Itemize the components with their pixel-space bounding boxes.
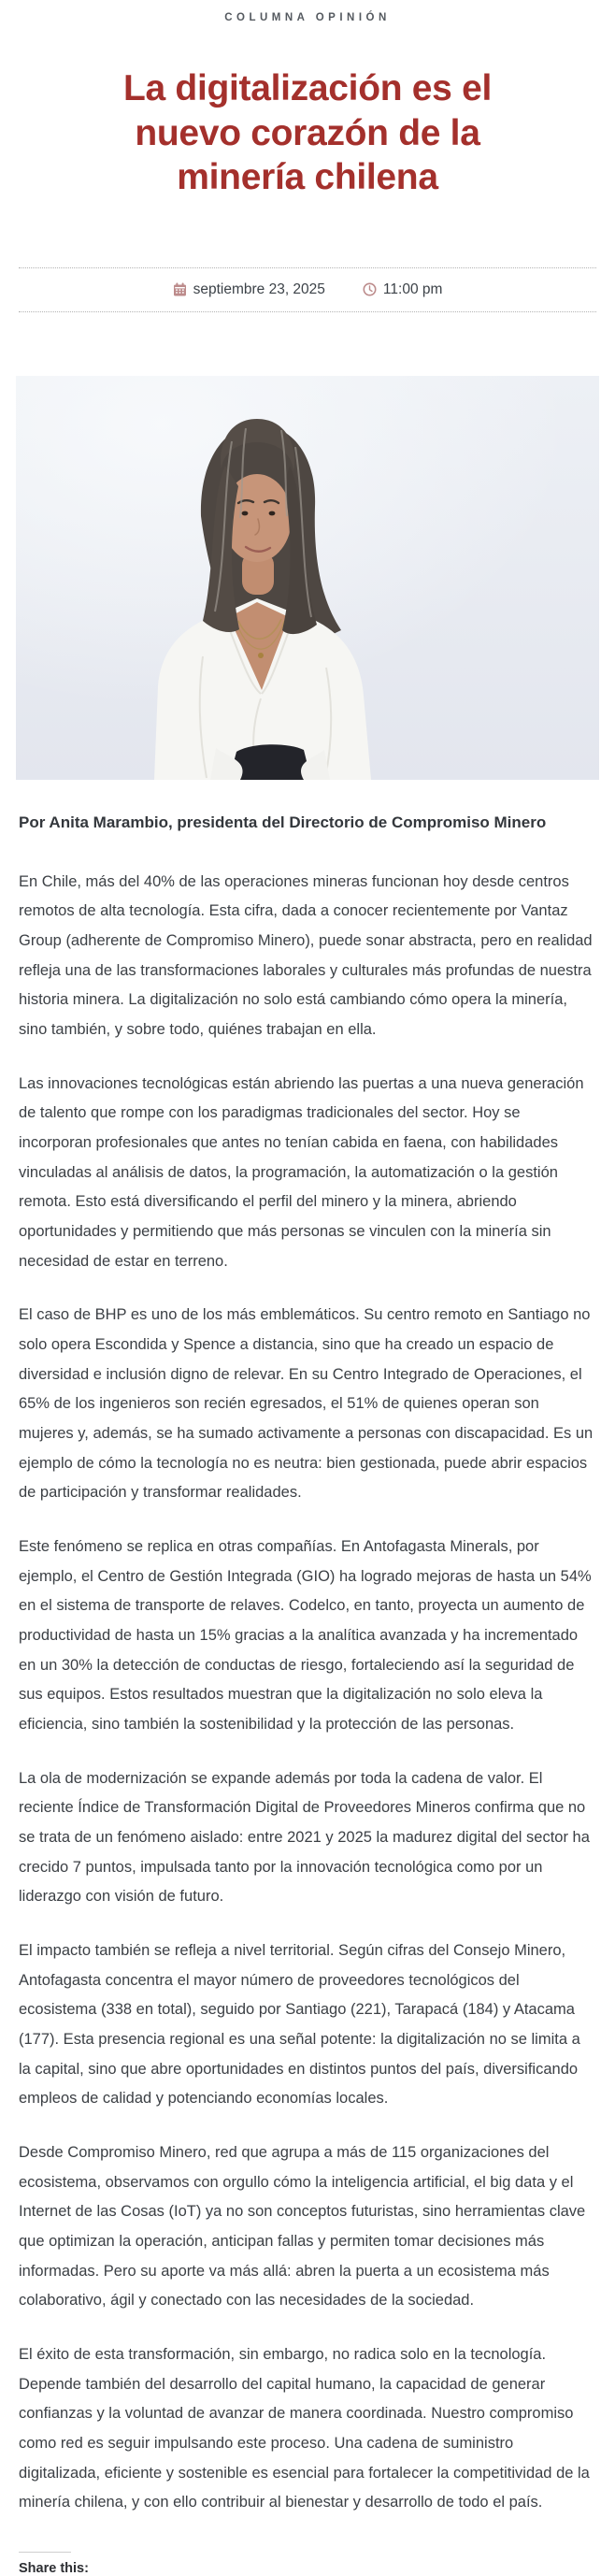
post-date-link[interactable] [173, 281, 325, 298]
clock-icon [363, 282, 377, 296]
category-label[interactable]: COLUMNA OPINIÓN [224, 12, 391, 23]
paragraph: En Chile, más del 40% de las operaciones mineras funcionan hoy desde centros remotos de alta tecnología. Esta cifra, dada a conocer recientemente por Vantaz Group (adherente de Compromiso Minero), puede sonar abstracta, pero en realidad refleja una de las transformaciones laborales y culturales más profundas de nuestra historia minera. La digitalización no solo está cambiando cómo opera la minería, sino también, y sobre todo, quiénes trabajan en ella. [19, 872, 593, 1038]
page-title: La digitalización es el nuevo corazón de la minería chilena [122, 68, 493, 198]
calendar-icon [173, 282, 187, 296]
post-time-link[interactable] [363, 281, 442, 298]
article-body [19, 868, 596, 2519]
share-this-label: Share this: [19, 2561, 89, 2576]
paragraph: La ola de modernización se expande además por toda la cadena de valor. El reciente Índice de Transformación Digital de Proveedores Mineros confirma que no se trata de un fenómeno aislado: entre 2021 y 2025 la madurez digital del sector ha crecido 7 puntos, impulsada tanto por la innovación tecnológica como por un liderazgo con visión de futuro. [19, 1769, 590, 1906]
post-time-label: 11:00 pm [382, 281, 443, 297]
paragraph: El éxito de esta transformación, sin embargo, no radica solo en la tecnología. Depende también del desarrollo del capital humano, la capacidad de generar confianzas y la voluntad de avanzar de manera coordinada. Nuestro compromiso como red es seguir impulsando este proceso. Una cadena de suministro digitalizada, eficiente y sostenible es esencial para fortalecer la competitividad de la minería chilena, y con ello contribuir al bienestar y desarrollo de todo el país. [19, 2346, 590, 2511]
paragraph: El caso de BHP es uno de los más emblemáticos. Su centro remoto en Santiago no solo opera Escondida y Spence a distancia, sino que ha creado un espacio de diversidad e inclusión digno de relevar. En su Centro Integrado de Operaciones, el 65% de los ingenieros son recién egresados, el 51% de quienes operan son mujeres y, además, se ha sumado activamente a personas con discapacidad. Es un ejemplo de cómo la tecnología no es neutra: bien gestionada, puede abrir espacios de participación y transformar realidades. [19, 1306, 594, 1502]
portrait-photo [16, 376, 599, 780]
share-divider [19, 2552, 71, 2553]
paragraph: Desde Compromiso Minero, red que agrupa a más de 115 organizaciones del ecosistema, observamos con orgullo cómo la inteligencia artificial, el big data y el Internet de las Cosas (IoT) ya no son conceptos futuristas, sino herramientas clave que optimizan la operación, anticipan fallas y permiten tomar decisiones más informadas. Pero su aporte va más allá: abren la puerta a un ecosistema más colaborativo, ágil y conectado con las necesidades de la sociedad. [19, 2144, 586, 2310]
author-byline: Por Anita Marambio, presidenta del Directorio de Compromiso Minero [19, 813, 547, 831]
paragraph: Este fenómeno se replica en otras compañías. En Antofagasta Minerals, por ejemplo, el Centro de Gestión Integrada (GIO) ha logrado mejoras de hasta un 54% en el sistema de transporte de relaves. Codelco, en tanto, proyecta un aumento de productividad de hasta un 15% gracias a la analítica avanzada y ha incrementado en un 30% la detección de conductas de riesgo, fortaleciendo así la seguridad de sus equipos. Estos resultados muestran que la digitalización no solo eleva la eficiencia, sino también la sostenibilidad y la protección de las personas. [19, 1537, 592, 1733]
post-meta-bar [19, 267, 596, 312]
post-date-label: septiembre 23, 2025 [193, 281, 325, 297]
featured-image [16, 376, 599, 780]
paragraph: El impacto también se refleja a nivel territorial. Según cifras del Consejo Minero, Antofagasta concentra el mayor número de proveedores tecnológicos del ecosistema (338 en total), seguido por Santiago (221), Tarapacá (184) y Atacama (177). Esta presencia regional es una señal potente: la digitalización no se limita a la capital, sino que abre oportunidades en distintos puntos del país, diversificando empleos de calidad y potenciando economías locales. [19, 1942, 580, 2108]
paragraph: Las innovaciones tecnológicas están abriendo las puertas a una nueva generación de talento que rompe con los paradigmas tradicionales del sector. Hoy se incorporan profesionales que antes no tenían cabida en faena, con habilidades vinculadas al análisis de datos, la programación, la automatización o la gestión remota. Esto está diversificando el perfil del minero y la minera, abriendo oportunidades y permitiendo que más personas se vinculen con la minería sin necesidad de estar en terreno. [19, 1074, 584, 1270]
